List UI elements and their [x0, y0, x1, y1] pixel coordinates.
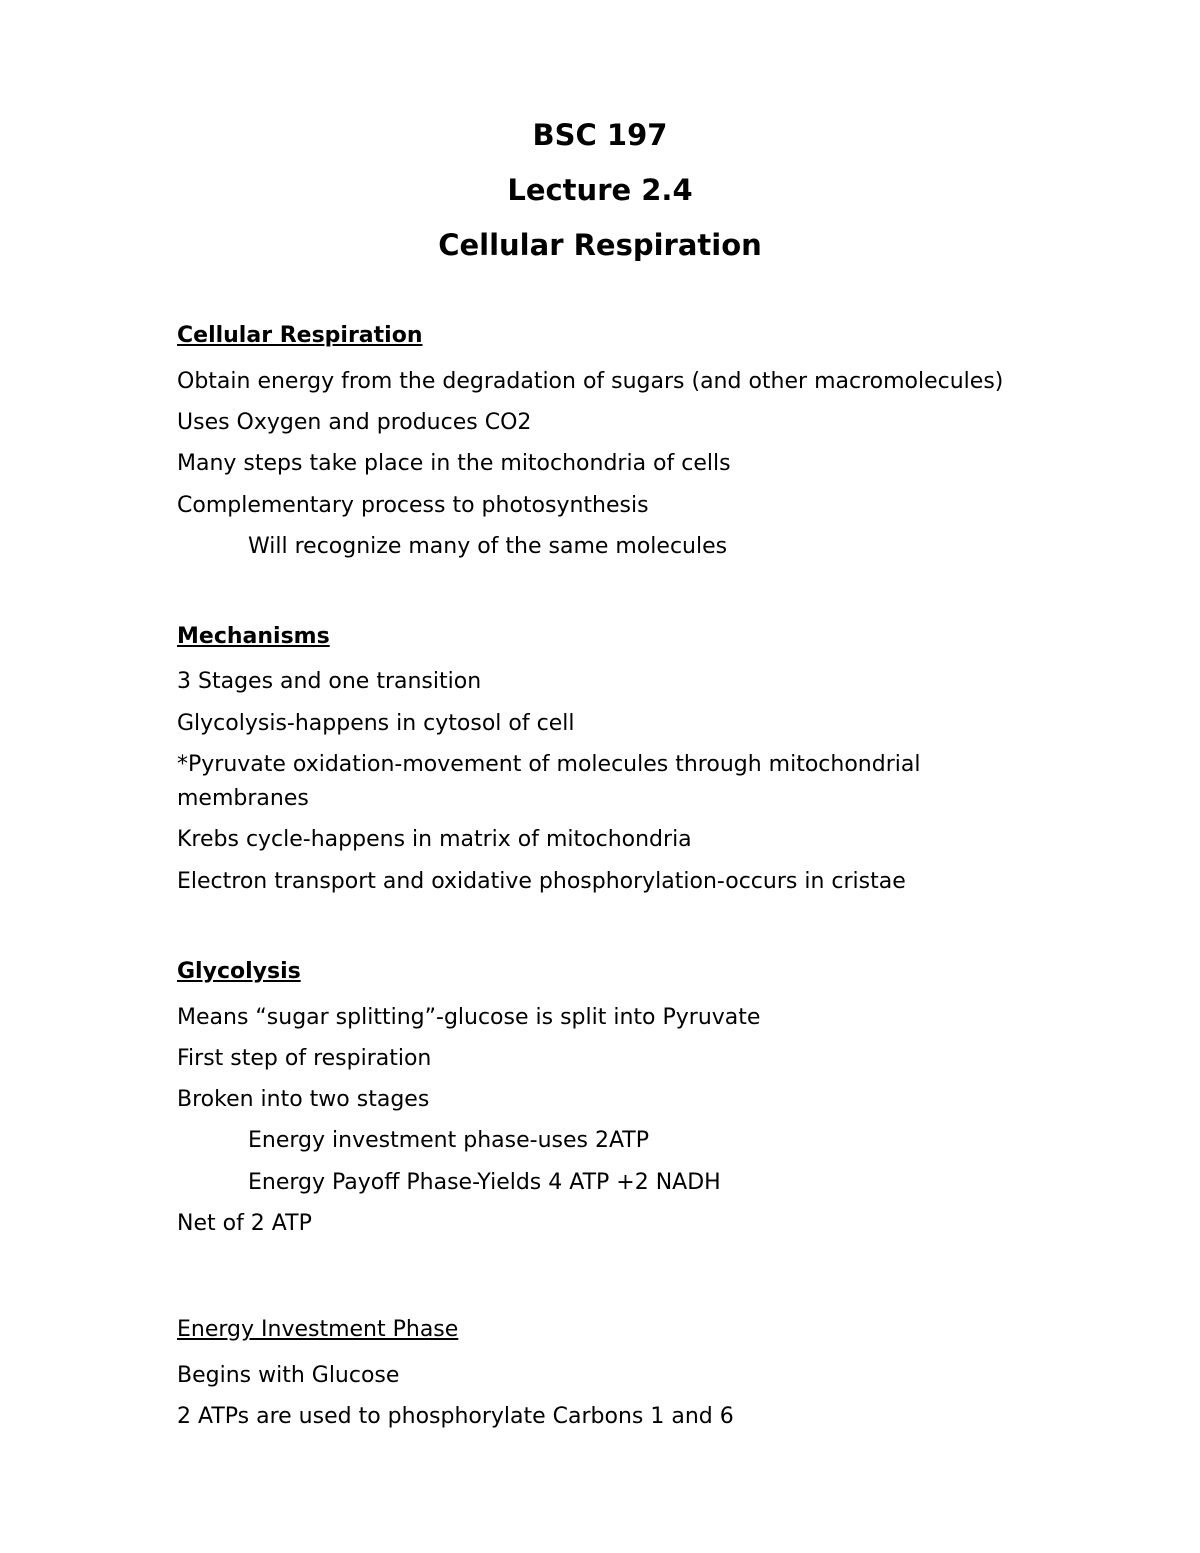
glycolysis-line: Net of 2 ATP: [177, 1211, 312, 1236]
respiration-subline: Will recognize many of the same molecules: [248, 534, 728, 559]
section-heading-energy-investment: Energy Investment Phase: [177, 1317, 459, 1342]
glycolysis-line: First step of respiration: [177, 1046, 432, 1071]
mechanisms-line: Krebs cycle-happens in matrix of mitochondria: [177, 827, 692, 852]
section-heading-glycolysis: Glycolysis: [177, 959, 301, 984]
section-heading-mechanisms: Mechanisms: [177, 624, 330, 649]
respiration-line: Obtain energy from the degradation of sugars (and other macromolecules): [177, 369, 1004, 394]
section-heading-cellular-respiration: Cellular Respiration: [177, 323, 423, 348]
respiration-line: Many steps take place in the mitochondria of cells: [177, 451, 731, 476]
mechanisms-line: 3 Stages and one transition: [177, 669, 482, 694]
respiration-line: Uses Oxygen and produces CO2: [177, 410, 532, 435]
course-title: BSC 197: [532, 118, 668, 152]
topic-title: Cellular Respiration: [438, 228, 762, 262]
lecture-title: Lecture 2.4: [507, 173, 693, 207]
mechanisms-line: *Pyruvate oxidation-movement of molecules through mitochondrial membranes: [177, 752, 921, 811]
respiration-line: Complementary process to photosynthesis: [177, 493, 649, 518]
mechanisms-line: Electron transport and oxidative phosphorylation-occurs in cristae: [177, 869, 906, 894]
mechanisms-line: Glycolysis-happens in cytosol of cell: [177, 711, 575, 736]
glycolysis-line: Means “sugar splitting”-glucose is split into Pyruvate: [177, 1005, 761, 1030]
glycolysis-subline: Energy Payoff Phase-Yields 4 ATP +2 NADH: [248, 1170, 721, 1195]
glycolysis-line: Broken into two stages: [177, 1087, 430, 1112]
glycolysis-subline: Energy investment phase-uses 2ATP: [248, 1128, 650, 1153]
investment-line: Begins with Glucose: [177, 1363, 400, 1388]
investment-line: 2 ATPs are used to phosphorylate Carbons 1 and 6: [177, 1404, 734, 1429]
